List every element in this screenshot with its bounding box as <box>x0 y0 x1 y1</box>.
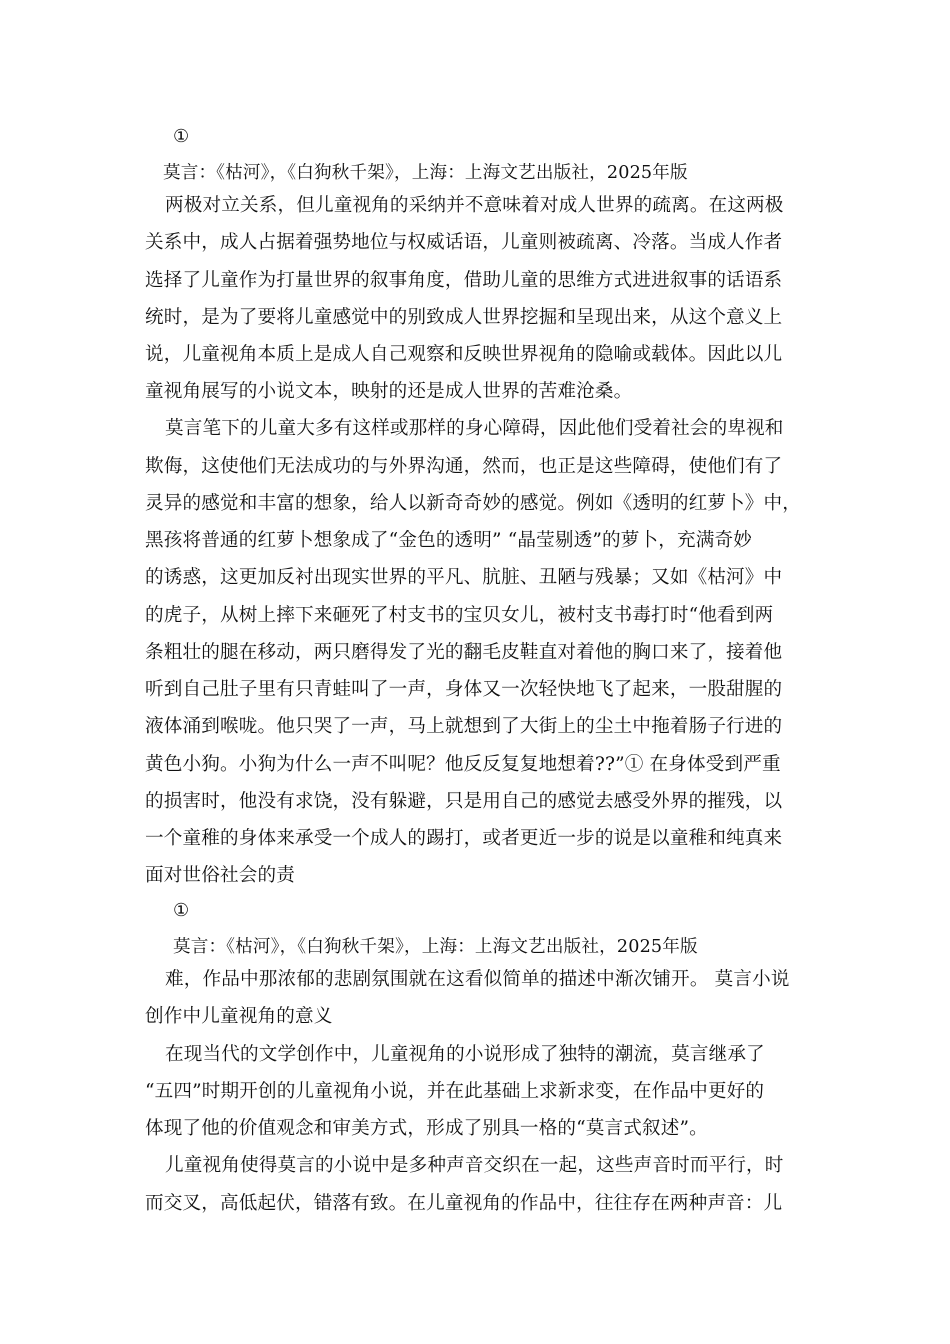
body-text-line: 关系中，成人占据着强势地位与权威话语，儿童则被疏离、冷落。当成人作者 <box>145 232 783 253</box>
body-text-line: 的虎子，从树上摔下来砸死了村支书的宝贝女儿，被村支书毒打时“他看到两 <box>145 605 774 626</box>
body-text-line: 选择了儿童作为打量世界的叙事角度，借助儿童的思维方式进进叙事的话语系 <box>145 270 783 291</box>
body-text-line: 灵异的感觉和丰富的想象，给人以新奇奇妙的感觉。例如《透明的红萝卜》中， <box>145 493 802 514</box>
body-text-line: 儿童视角使得莫言的小说中是多种声音交织在一起，这些声音时而平行，时 <box>165 1155 784 1176</box>
body-text-line: 液体涌到喉咙。他只哭了一声，马上就想到了大街上的尘土中拖着肠子行进的 <box>145 716 783 737</box>
body-text-line: 面对世俗社会的责 <box>145 865 295 886</box>
body-text-line: 两极对立关系，但儿童视角的采纳并不意味着对成人世界的疏离。在这两极 <box>165 195 784 216</box>
footnote-text: 莫言：《枯河》，《白狗秋千架》，上海：上海文艺出版社，2025年版 <box>173 937 698 957</box>
body-text-line: 的诱惑，这更加反衬出现实世界的平凡、肮脏、丑陋与残暴；又如《枯河》中 <box>145 567 783 588</box>
body-text-line: 在现当代的文学创作中，儿童视角的小说形成了独特的潮流，莫言继承了 <box>165 1044 765 1065</box>
body-text-line: 难，作品中那浓郁的悲剧氛围就在这看似简单的描述中渐次铺开。 莫言小说 <box>165 969 790 990</box>
footnote-text: 莫言：《枯河》，《白狗秋千架》，上海：上海文艺出版社，2025年版 <box>163 163 688 183</box>
body-text-line: 莫言笔下的儿童大多有这样或那样的身心障碍，因此他们受着社会的卑视和 <box>165 418 784 439</box>
footnote-marker: ① <box>173 126 190 147</box>
section-heading: 创作中儿童视角的意义 <box>145 1006 333 1027</box>
body-text-line: 体现了他的价值观念和审美方式，形成了别具一格的“莫言式叙述”。 <box>145 1118 708 1139</box>
body-text-line: 条粗壮的腿在移动，两只磨得发了光的翻毛皮鞋直对着他的胸口来了，接着他 <box>145 642 783 663</box>
body-text-line: “五四”时期开创的儿童视角小说，并在此基础上求新求变，在作品中更好的 <box>145 1081 765 1102</box>
footnote-marker: ① <box>173 900 190 921</box>
body-text-line: 而交叉，高低起伏，错落有致。在儿童视角的作品中，往往存在两种声音：儿 <box>145 1193 783 1214</box>
body-text-line: 童视角展写的小说文本，映射的还是成人世界的苦难沧桑。 <box>145 381 633 402</box>
body-text-line: 黄色小狗。小狗为什么一声不叫呢？他反反复复地想着??”① 在身体受到严重 <box>145 754 781 775</box>
body-text-line: 统时，是为了要将儿童感觉中的别致成人世界挖掘和呈现出来，从这个意义上 <box>145 307 783 328</box>
body-text-line: 一个童稚的身体来承受一个成人的踢打，或者更近一步的说是以童稚和纯真来 <box>145 828 783 849</box>
body-text-line: 黑孩将普通的红萝卜想象成了“金色的透明” “晶莹剔透”的萝卜，充满奇妙 <box>145 530 752 551</box>
body-text-line: 欺侮，这使他们无法成功的与外界沟通，然而，也正是这些障碍，使他们有了 <box>145 456 783 477</box>
body-text-line: 的损害时，他没有求饶，没有躲避，只是用自己的感觉去感受外界的摧残，以 <box>145 791 783 812</box>
body-text-line: 听到自己肚子里有只青蛙叫了一声，身体又一次轻快地飞了起来，一股甜腥的 <box>145 679 783 700</box>
body-text-line: 说，儿童视角本质上是成人自己观察和反映世界视角的隐喻或载体。因此以儿 <box>145 344 783 365</box>
